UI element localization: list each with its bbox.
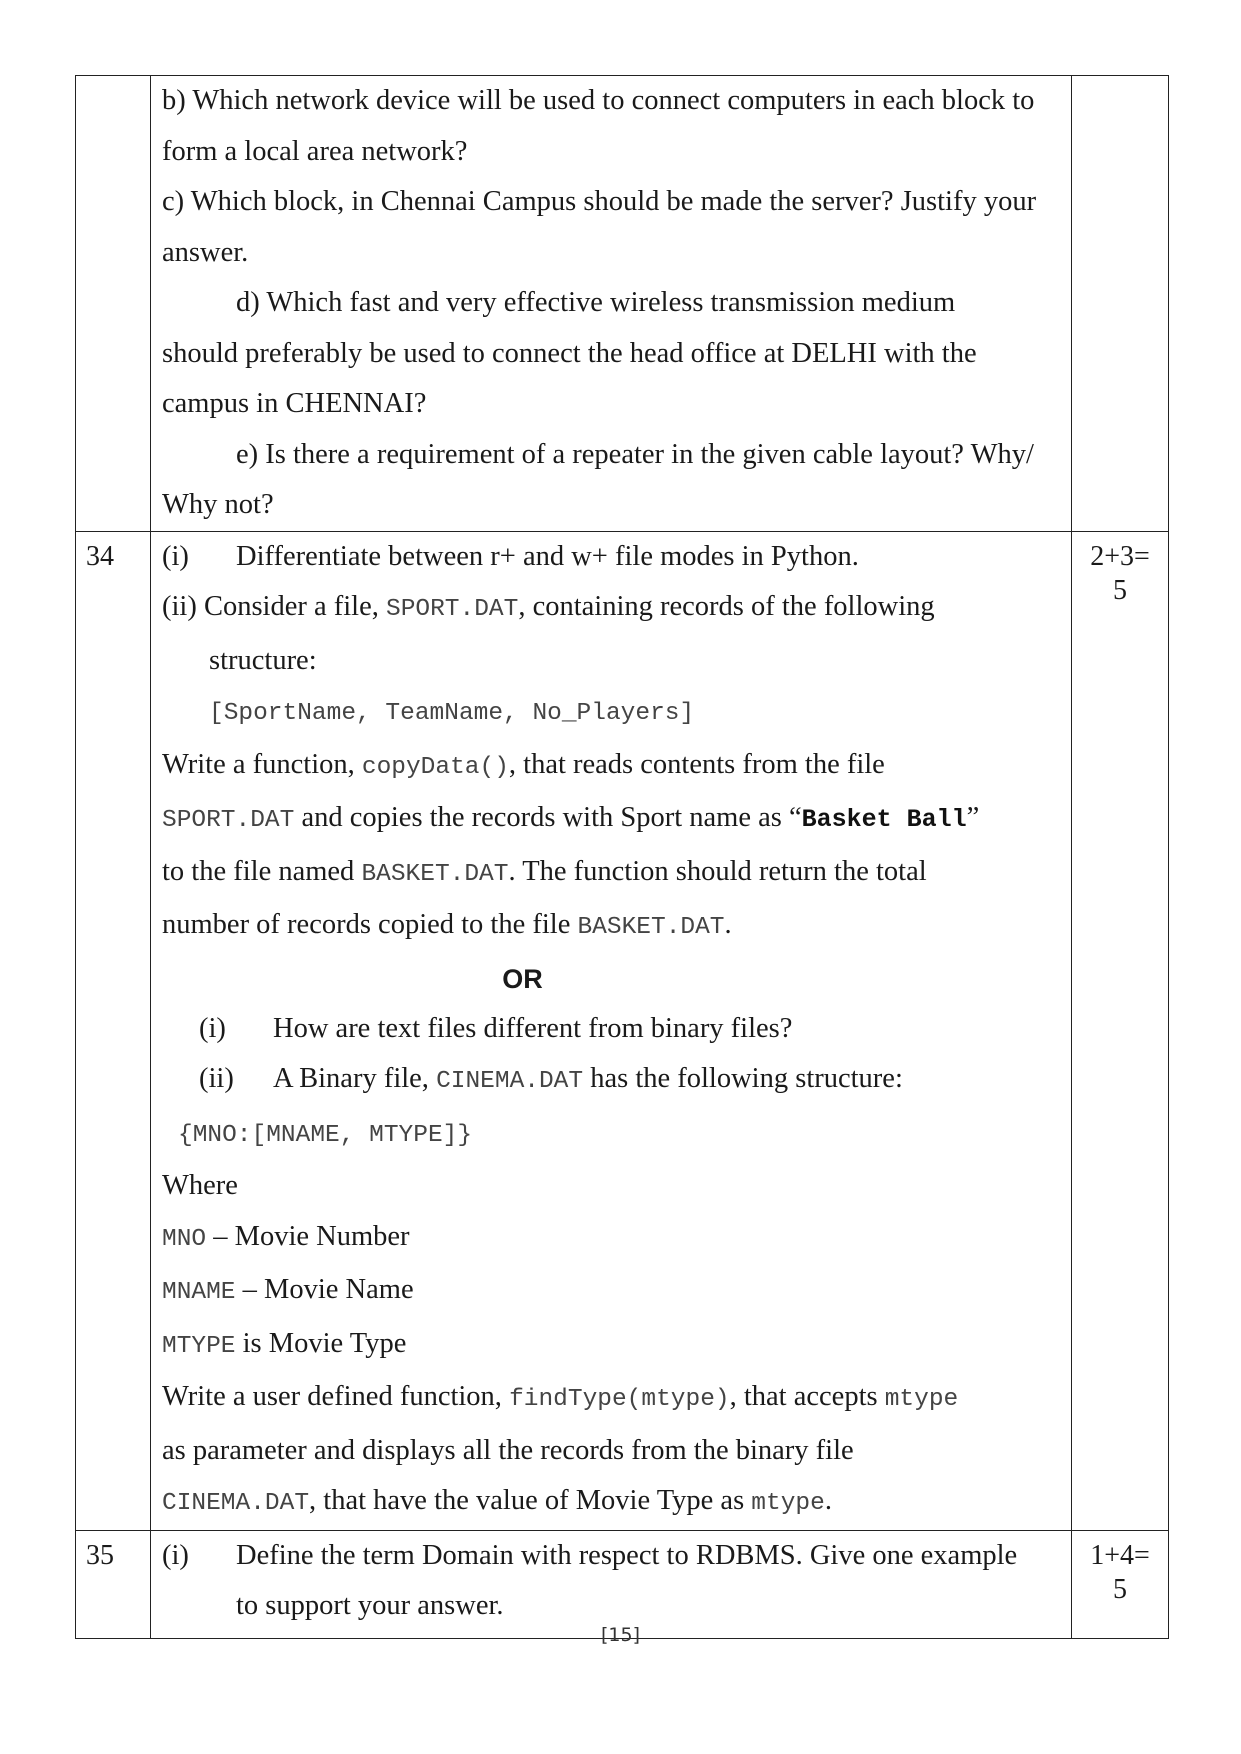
question-text-line: Where (162, 1170, 238, 1201)
text-span: , that reads contents from the file (508, 748, 885, 780)
code-structure: {MNO:[MNAME, MTYPE]} (178, 1121, 473, 1149)
code-filename: BASKET.DAT (361, 860, 509, 888)
marks-cell (1072, 531, 1169, 1530)
marks-cell (1072, 1530, 1169, 1638)
question-number-cell (76, 1530, 151, 1638)
sub-question-label: (i) (162, 540, 189, 572)
code-filename: BASKET.DAT (577, 914, 725, 941)
code-field: MNO (162, 1225, 207, 1253)
sub-question-label: (ii) (162, 591, 197, 622)
code-bold-value: Basket Ball (801, 805, 967, 834)
sub-question-label: (i) (162, 1539, 189, 1571)
text-span: A Binary file, (273, 1063, 437, 1094)
definition-line (162, 1319, 1063, 1373)
text-span: . (724, 909, 732, 940)
code-field: MNAME (162, 1279, 236, 1306)
structure-line (162, 1108, 1063, 1162)
page-number: [15] (600, 1624, 640, 1646)
definition-line (162, 1212, 1063, 1266)
question-text-line: as parameter and displays all the records from the binary file (162, 1434, 854, 1466)
question-text-line (162, 1372, 1063, 1426)
question-body-cell (151, 531, 1072, 1530)
question-number-cell (76, 531, 151, 1530)
question-number: 34 (86, 540, 114, 572)
text-span: Write a function, (162, 748, 362, 780)
marks-line: 5 (1113, 574, 1127, 606)
question-number: 35 (86, 1539, 114, 1571)
question-body-cell (151, 1530, 1072, 1638)
code-filename: CINEMA.DAT (162, 1490, 310, 1517)
question-text-line: Why not? (162, 489, 274, 520)
code-function: findType(mtype) (509, 1386, 730, 1413)
marks-line: 2+3= (1090, 540, 1150, 572)
text-span: – Movie Name (235, 1274, 414, 1305)
question-row-33-continued (76, 76, 1169, 532)
code-function: copyData() (361, 753, 509, 781)
question-text-line: d) Which fast and very effective wireless transmission medium (236, 287, 956, 318)
text-span: , that have the value of Movie Type as (309, 1485, 752, 1516)
question-row-34 (76, 531, 1169, 1530)
text-span: to the file named (162, 855, 362, 887)
code-param: mtype (751, 1490, 825, 1517)
alt-sub-question-i (162, 1004, 1063, 1055)
question-text-line: structure: (209, 644, 317, 676)
text-span: number of records copied to the file (162, 909, 578, 940)
code-filename: SPORT.DAT (386, 596, 519, 623)
sub-question-ii (162, 582, 1063, 636)
question-text-line: answer. (162, 236, 249, 268)
sub-question-label: (ii) (199, 1063, 234, 1094)
sub-question-i (162, 532, 1063, 583)
question-text-line (162, 740, 1063, 794)
sub-question-i (162, 1531, 1063, 1582)
code-param: mtype (884, 1386, 959, 1413)
text-span: – Movie Number (206, 1220, 410, 1252)
structure-line (162, 686, 1063, 740)
code-structure: [SportName, TeamName, No_Players] (209, 700, 695, 727)
question-text-line (162, 793, 1063, 847)
text-span: , containing records of the following (518, 591, 935, 622)
marks-cell (1072, 76, 1169, 532)
or-separator: OR (502, 963, 543, 994)
alt-sub-question-ii (162, 1054, 1063, 1108)
sub-question-text: Differentiate between r+ and w+ file modes in Python. (236, 540, 859, 572)
text-span: has the following structure: (583, 1063, 903, 1094)
question-text-line: campus in CHENNAI? (162, 388, 427, 419)
question-body-cell (151, 76, 1072, 532)
question-text-line: b) Which network device will be used to connect computers in each block to (162, 85, 1035, 116)
code-filename: SPORT.DAT (162, 807, 295, 834)
text-span: Consider a file, (203, 591, 386, 622)
question-text-line (162, 900, 1063, 954)
question-text-line: to support your answer. (236, 1590, 504, 1621)
definition-line (162, 1265, 1063, 1319)
code-filename: CINEMA.DAT (436, 1068, 584, 1095)
text-span: . (824, 1485, 832, 1516)
text-span: ” (966, 802, 980, 833)
question-number-cell (76, 76, 151, 532)
sub-question-text: Define the term Domain with respect to RDBMS. Give one example (236, 1539, 1018, 1571)
question-text-line: c) Which block, in Chennai Campus should be made the server? Justify your (162, 186, 1037, 217)
text-span: and copies the records with Sport name as “ (294, 802, 802, 833)
question-text-line: should preferably be used to connect the head office at DELHI with the (162, 337, 977, 369)
question-text-line (162, 1476, 1063, 1530)
code-field: MTYPE (162, 1332, 236, 1360)
sub-question-text: How are text files different from binary files? (273, 1012, 793, 1044)
marks-line: 1+4= (1090, 1539, 1150, 1571)
question-table (75, 75, 1169, 1639)
marks-line: 5 (1113, 1573, 1127, 1605)
text-span: Write a user defined function, (162, 1381, 510, 1412)
question-text-line: e) Is there a requirement of a repeater in the given cable layout? Why/ (236, 438, 1034, 470)
text-span: . The function should return the total (508, 855, 927, 887)
question-row-35 (76, 1530, 1169, 1638)
text-span: is Movie Type (235, 1327, 407, 1359)
sub-question-label: (i) (199, 1012, 226, 1044)
question-text-line (162, 847, 1063, 901)
text-span: , that accepts (729, 1381, 885, 1412)
question-text-line: form a local area network? (162, 135, 468, 167)
